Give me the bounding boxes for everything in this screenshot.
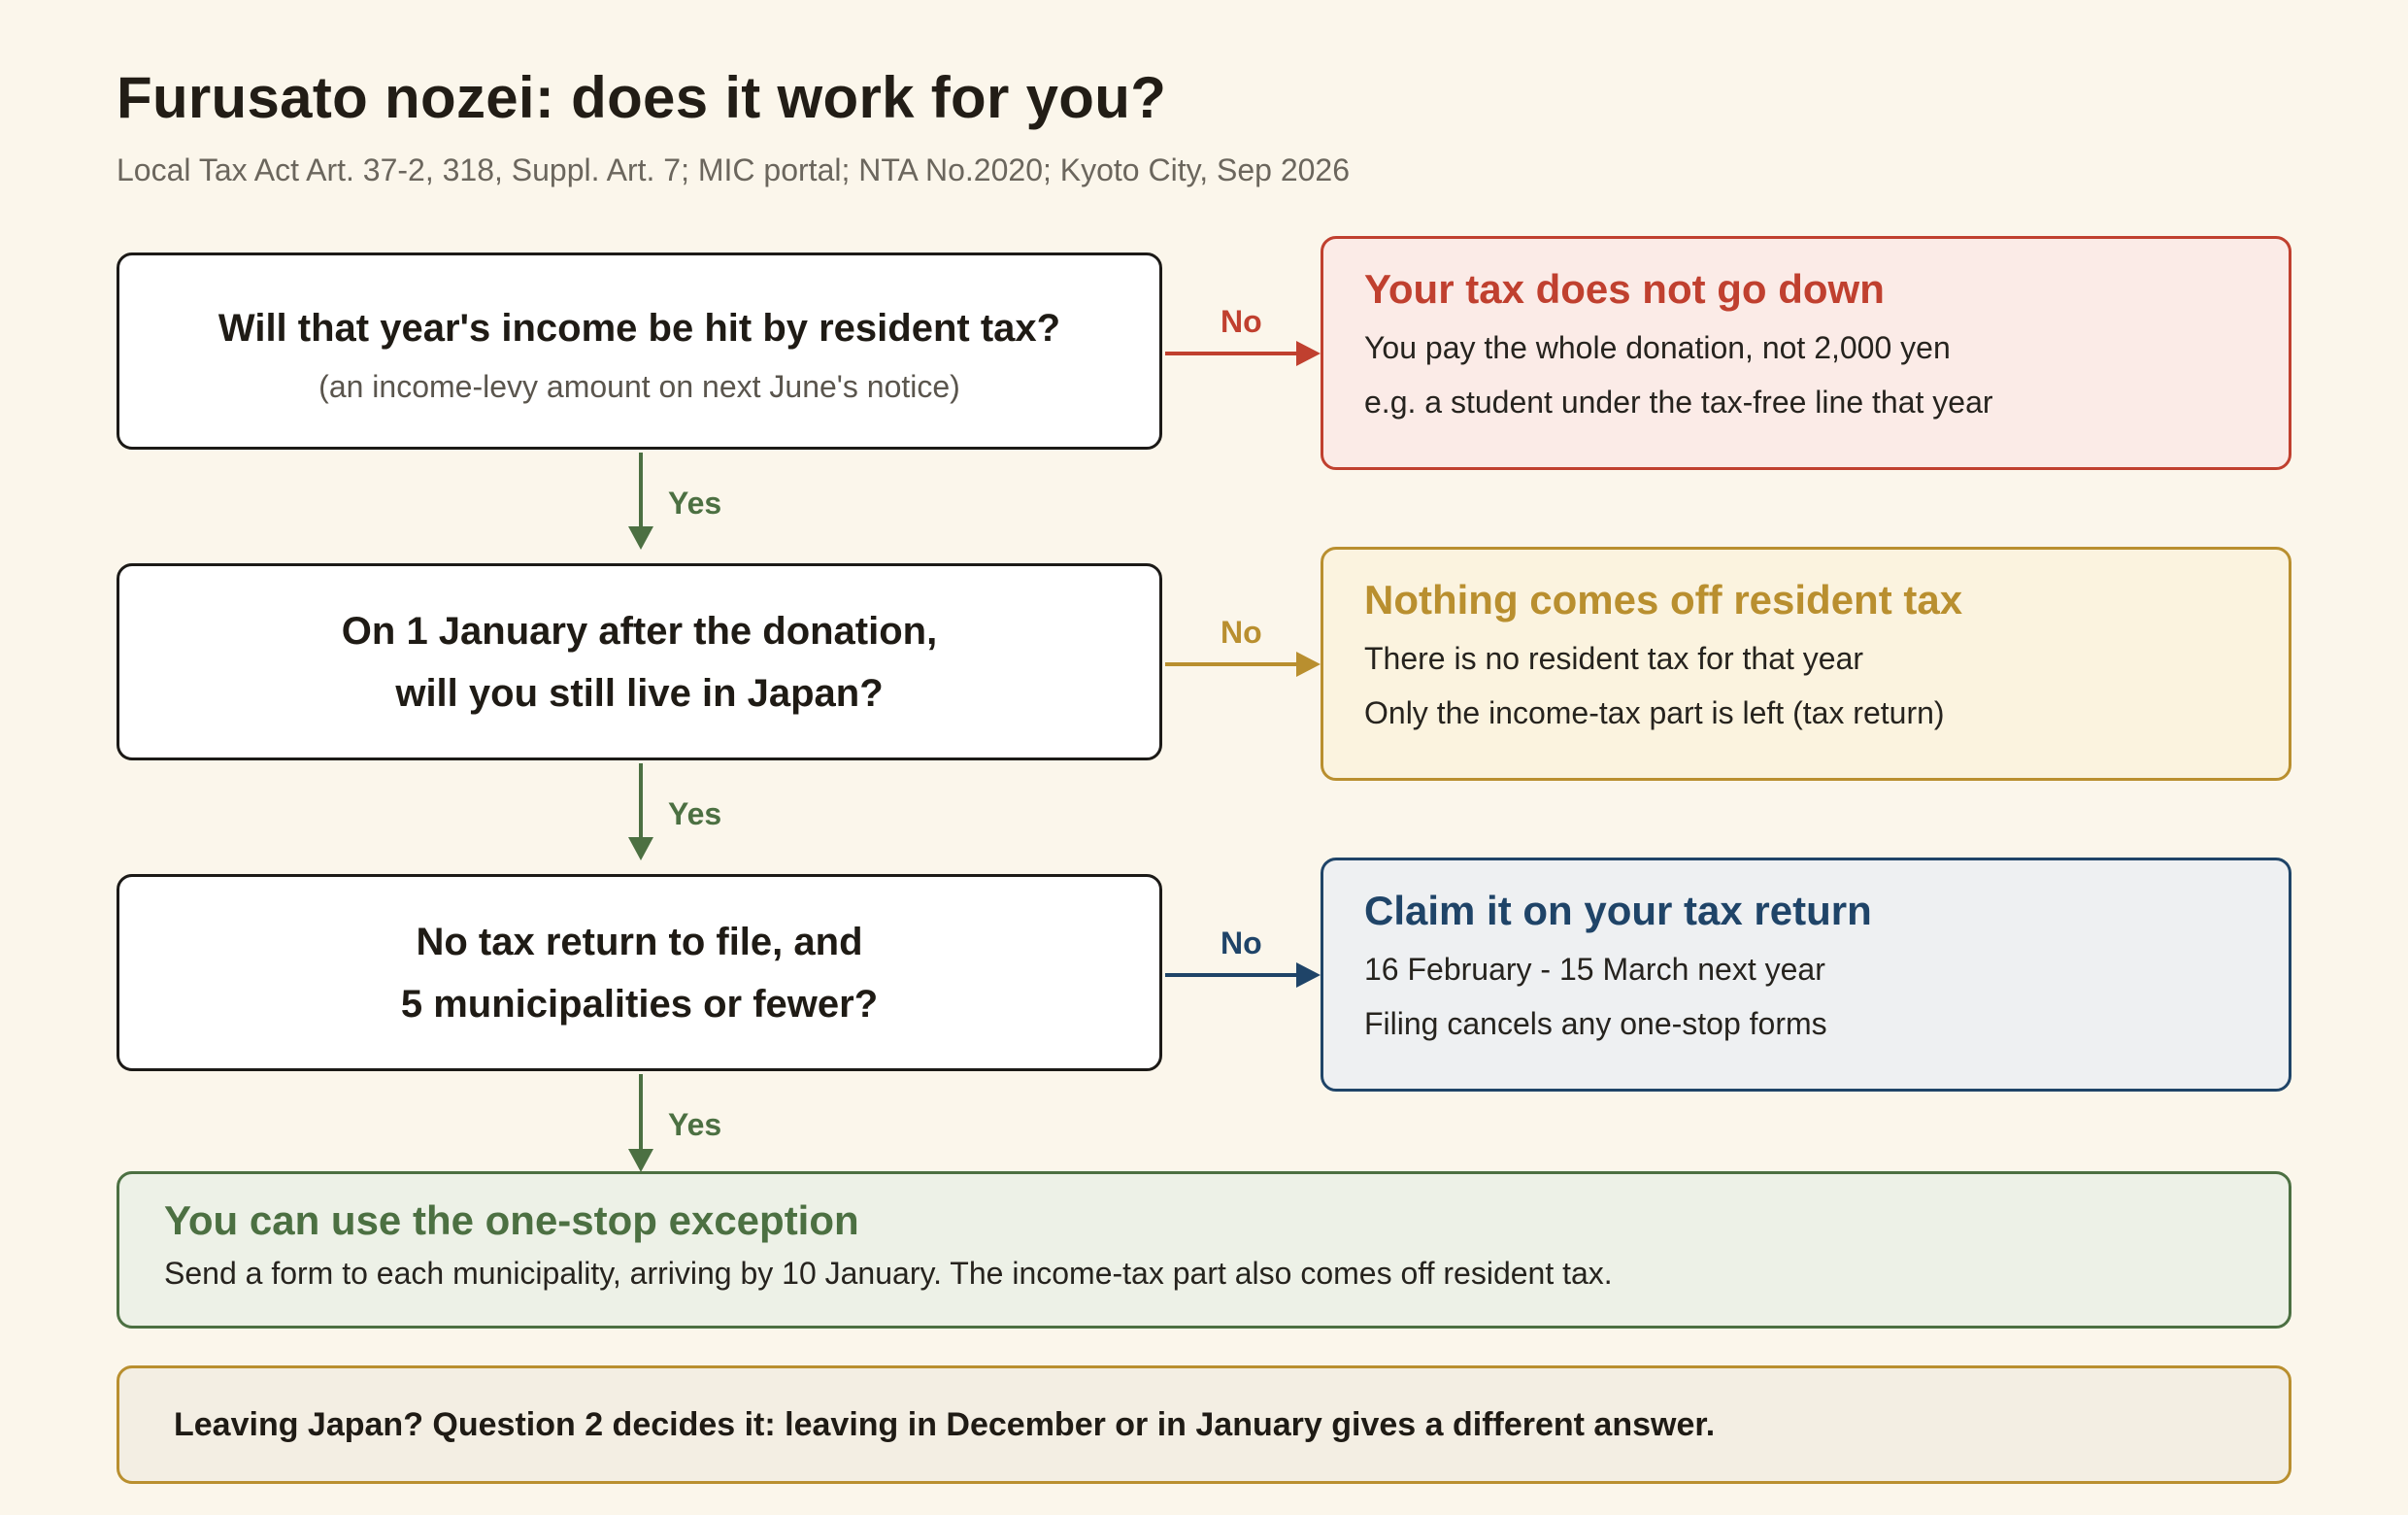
no-arrow-3 — [1165, 962, 1321, 988]
note-text: Leaving Japan? Question 2 decides it: leaving in December or in January gives a different answer. — [174, 1405, 1716, 1443]
outcome-box-tax-return — [1321, 858, 2291, 1092]
no-label-2: No — [1221, 615, 1262, 650]
question-3-line-2: 5 municipalities or fewer? — [400, 982, 879, 1026]
outcome-3-line-2: Filing cancels any one-stop forms — [1364, 1006, 1827, 1041]
outcome-box-no-tax-reduction — [1321, 236, 2291, 470]
outcome-1-title: Your tax does not go down — [1364, 266, 1885, 312]
yes-label-3: Yes — [668, 1107, 722, 1142]
result-line: Send a form to each municipality, arriving by 10 January. The income-tax part also comes off resident tax. — [164, 1256, 1613, 1291]
outcome-3-line-1: 16 February - 15 March next year — [1364, 952, 1825, 987]
page-subtitle: Local Tax Act Art. 37-2, 318, Suppl. Art. 7; MIC portal; NTA No.2020; Kyoto City, Sep 2026 — [117, 152, 1351, 187]
question-3-line-1: No tax return to file, and — [416, 920, 863, 963]
yes-arrow-3 — [628, 1074, 653, 1172]
no-label-3: No — [1221, 926, 1262, 960]
no-arrow-1 — [1165, 341, 1321, 366]
result-box-one-stop — [117, 1171, 2291, 1329]
outcome-1-line-2: e.g. a student under the tax-free line that year — [1364, 385, 1993, 420]
no-arrow-2 — [1165, 652, 1321, 677]
yes-arrow-2 — [628, 763, 653, 860]
outcome-2-title: Nothing comes off resident tax — [1364, 577, 1963, 623]
question-box-3 — [117, 874, 1162, 1071]
question-2-line-1: On 1 January after the donation, — [341, 609, 938, 653]
outcome-box-no-resident-tax — [1321, 547, 2291, 781]
question-1-text: Will that year's income be hit by resident tax? — [217, 307, 1061, 350]
no-label-1: No — [1221, 304, 1262, 339]
question-box-1 — [117, 252, 1162, 450]
outcome-1-line-1: You pay the whole donation, not 2,000 yen — [1364, 330, 1951, 365]
yes-label-2: Yes — [668, 796, 722, 831]
leaving-japan-note — [117, 1365, 2291, 1484]
outcome-3-title: Claim it on your tax return — [1364, 888, 1872, 933]
yes-arrow-1 — [628, 453, 653, 550]
page-title: Furusato nozei: does it work for you? — [117, 65, 1167, 130]
question-2-line-2: will you still live in Japan? — [395, 671, 884, 715]
yes-label-1: Yes — [668, 486, 722, 521]
question-box-2 — [117, 563, 1162, 760]
result-title: You can use the one-stop exception — [164, 1197, 859, 1243]
outcome-2-line-2: Only the income-tax part is left (tax return) — [1364, 695, 1945, 730]
question-1-note: (an income-levy amount on next June's notice) — [318, 369, 960, 404]
outcome-2-line-1: There is no resident tax for that year — [1364, 641, 1864, 676]
